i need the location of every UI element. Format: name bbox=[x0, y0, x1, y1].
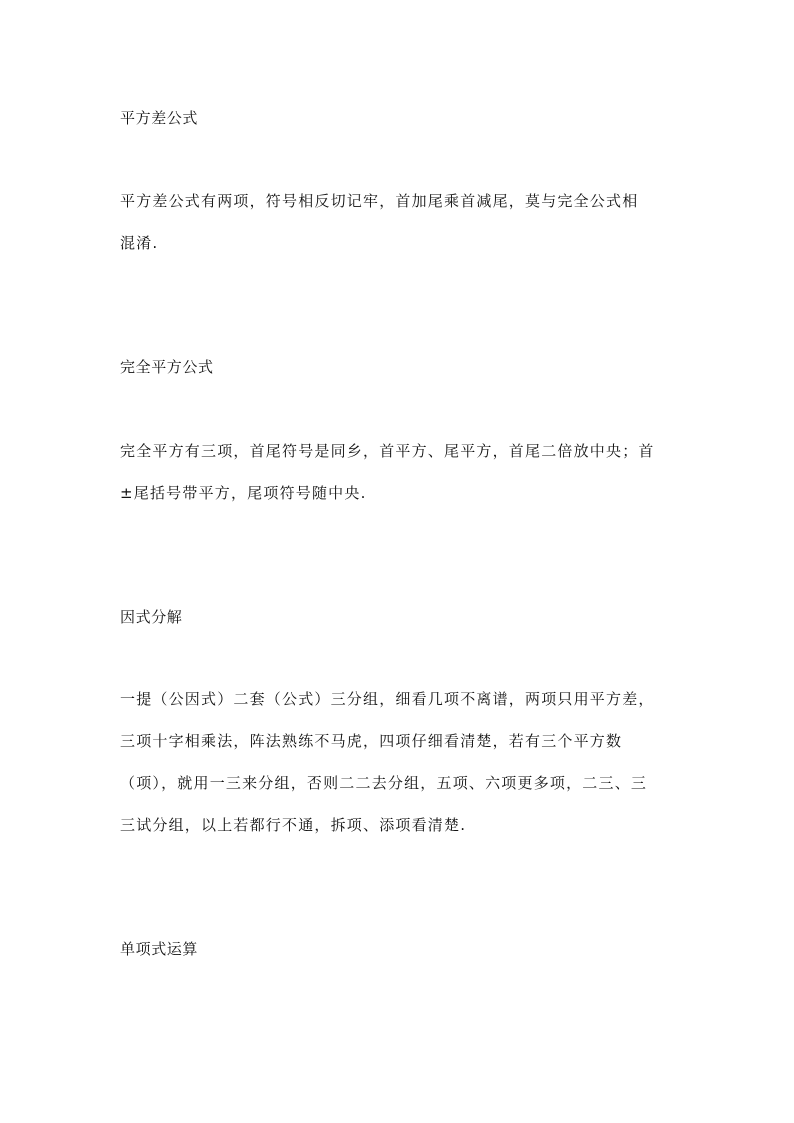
paragraph-line: 三项十字相乘法，阵法熟练不马虎，四项仔细看清楚，若有三个平方数 bbox=[120, 732, 623, 750]
paragraph-line: （项），就用一三来分组，否则二二去分组，五项、六项更多项，二三、三 bbox=[120, 774, 648, 792]
section-heading-monomial-operations: 单项式运算 bbox=[120, 940, 199, 958]
paragraph-line: ±尾括号带平方，尾项符号随中央. bbox=[120, 484, 367, 502]
section-heading-perfect-square: 完全平方公式 bbox=[120, 358, 214, 376]
paragraph-line: 完全平方有三项，首尾符号是同乡，首平方、尾平方，首尾二倍放中央；首 bbox=[120, 442, 655, 460]
paragraph-line: 三试分组，以上若都行不通，拆项、添项看清楚. bbox=[120, 816, 467, 834]
section-heading-difference-of-squares: 平方差公式 bbox=[120, 109, 199, 127]
paragraph-line: 平方差公式有两项，符号相反切记牢，首加尾乘首减尾，莫与完全公式相 bbox=[120, 192, 639, 210]
section-heading-factorization: 因式分解 bbox=[120, 608, 183, 626]
paragraph-line: 混淆. bbox=[120, 234, 159, 252]
paragraph-line: 一提（公因式）二套（公式）三分组，细看几项不离谱，两项只用平方差， bbox=[120, 690, 655, 708]
